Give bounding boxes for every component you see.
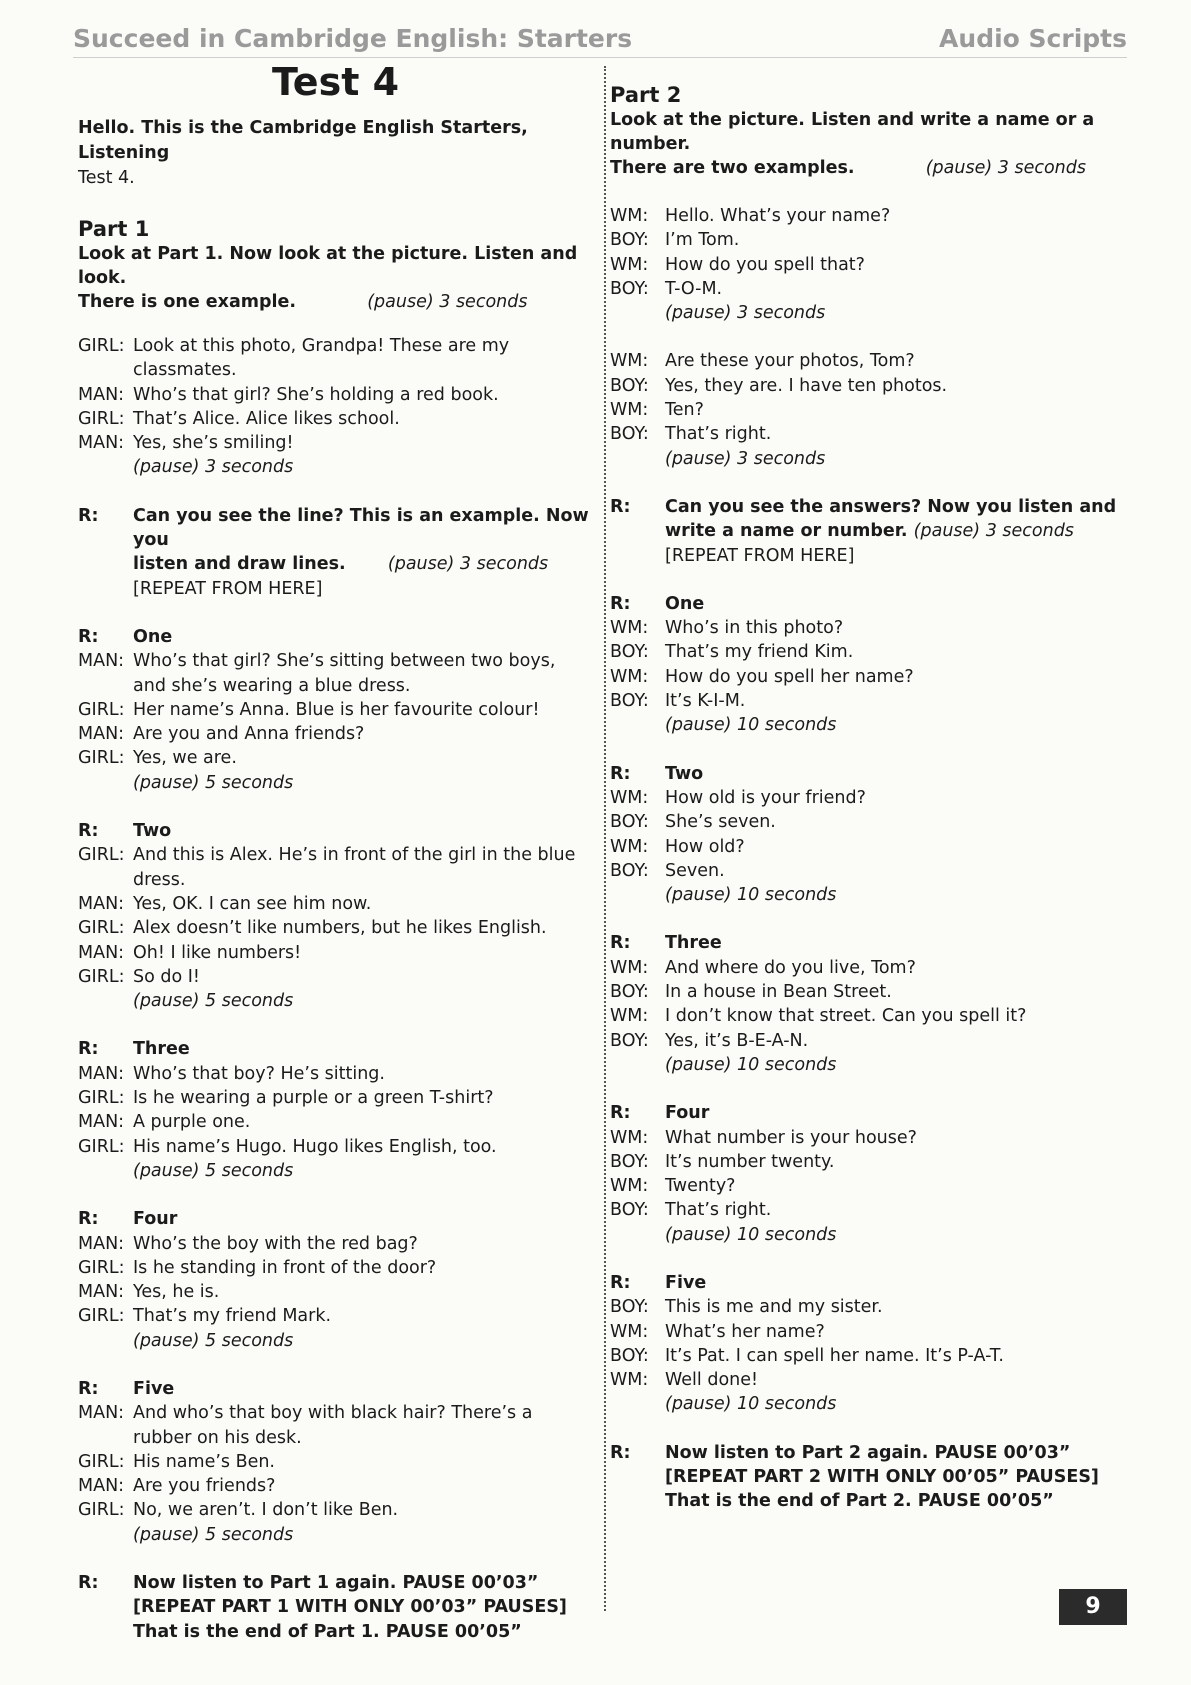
dialogue-line <box>610 253 1130 277</box>
dialogue-text: Who’s that girl? She’s sitting between two boys, and she’s wearing a blue dress. <box>133 651 556 696</box>
dialogue-line <box>610 1126 1130 1150</box>
part1-example <box>78 334 593 480</box>
speaker: WM: <box>610 618 649 639</box>
dialogue-line <box>78 649 593 698</box>
speaker: MAN: <box>78 893 125 914</box>
question-number: One <box>665 593 705 614</box>
dialogue-text: His name’s Ben. <box>133 1451 275 1472</box>
speaker: WM: <box>610 1176 649 1197</box>
speaker: BOY: <box>610 230 649 251</box>
left-column <box>78 60 593 1644</box>
dialogue-text: How do you spell her name? <box>665 666 914 687</box>
speaker: R: <box>610 1442 631 1463</box>
speaker: BOY: <box>610 1030 649 1051</box>
speaker: BOY: <box>610 1297 649 1318</box>
dialogue-line <box>78 892 593 916</box>
dialogue-line <box>78 1135 593 1159</box>
dialogue-line <box>78 941 593 965</box>
dialogue-line <box>610 1174 1130 1198</box>
dialogue-text: And who’s that boy with black hair? There’s a rubber on his desk. <box>133 1403 533 1448</box>
end-line: [REPEAT PART 1 WITH ONLY 00’03” PAUSES] <box>133 1597 567 1618</box>
dialogue-text: Ten? <box>665 400 704 421</box>
dialogue-line <box>610 1198 1130 1222</box>
question-heading <box>78 625 593 649</box>
dialogue-line <box>610 1320 1130 1344</box>
dialogue-text: Twenty? <box>665 1176 736 1197</box>
speaker: MAN: <box>78 1063 125 1084</box>
r-pause: (pause) 3 seconds <box>387 554 549 575</box>
dialogue-text: A purple one. <box>133 1112 251 1133</box>
question-number: Five <box>133 1378 175 1399</box>
dialogue-line <box>78 722 593 746</box>
speaker: WM: <box>610 1006 649 1027</box>
dialogue-line <box>78 1110 593 1134</box>
dialogue-text: Her name’s Anna. Blue is her favourite colour! <box>133 699 540 720</box>
speaker: R: <box>610 933 631 954</box>
speaker: R: <box>78 1573 99 1594</box>
dialogue-line <box>78 431 593 455</box>
r-repeat: [REPEAT FROM HERE] <box>665 545 855 566</box>
part2-end <box>610 1441 1130 1514</box>
dialogue-text: She’s seven. <box>665 812 776 833</box>
dialogue-text: T-O-M. <box>665 278 723 299</box>
right-column <box>610 82 1130 1514</box>
book-title: Succeed in Cambridge English: Starters <box>73 24 633 53</box>
speaker: MAN: <box>78 942 125 963</box>
dialogue-text: Who’s in this photo? <box>665 618 844 639</box>
dialogue-text: Yes, we are. <box>133 748 237 769</box>
pause-line: (pause) 10 seconds <box>665 885 837 906</box>
dialogue-line <box>78 1232 593 1256</box>
question-block <box>78 1037 593 1183</box>
speaker: MAN: <box>78 724 125 745</box>
r-text: Can you see the answers? Now you listen and <box>665 496 1117 517</box>
speaker: BOY: <box>610 860 649 881</box>
dialogue-line <box>610 616 1130 640</box>
dialogue-text: And this is Alex. He’s in front of the girl in the blue dress. <box>133 845 576 890</box>
speaker: GIRL: <box>78 1451 125 1472</box>
pause-line: (pause) 3 seconds <box>665 448 826 469</box>
dialogue-text: This is me and my sister. <box>665 1297 883 1318</box>
r-repeat: [REPEAT FROM HERE] <box>133 578 323 599</box>
question-block <box>78 625 593 795</box>
dialogue-text: Oh! I like numbers! <box>133 942 302 963</box>
dialogue-text: Is he standing in front of the door? <box>133 1257 437 1278</box>
dialogue-text: Who’s that boy? He’s sitting. <box>133 1063 385 1084</box>
dialogue-line <box>610 1029 1130 1053</box>
dialogue-line <box>610 228 1130 252</box>
dialogue-line <box>610 277 1130 301</box>
speaker: MAN: <box>78 651 125 672</box>
question-heading <box>610 1101 1130 1125</box>
intro <box>78 116 593 191</box>
speaker: GIRL: <box>78 1088 125 1109</box>
dialogue-text: Yes, it’s B-E-A-N. <box>665 1030 809 1051</box>
speaker: GIRL: <box>78 918 125 939</box>
dialogue-line <box>78 504 593 601</box>
section-title: Audio Scripts <box>939 24 1127 53</box>
dialogue-text: How old is your friend? <box>665 787 866 808</box>
question-block <box>610 1271 1130 1417</box>
speaker: BOY: <box>610 982 649 1003</box>
dialogue-line <box>610 349 1130 373</box>
speaker: MAN: <box>78 1233 125 1254</box>
dialogue-line <box>610 1295 1130 1319</box>
dialogue-text: Who’s the boy with the red bag? <box>133 1233 418 1254</box>
dialogue-line <box>78 698 593 722</box>
dialogue-text: I’m Tom. <box>665 230 740 251</box>
question-heading <box>610 1271 1130 1295</box>
dialogue-text: It’s number twenty. <box>665 1151 835 1172</box>
dialogue-text: Are these your photos, Tom? <box>665 351 915 372</box>
speaker: GIRL: <box>78 1257 125 1278</box>
speaker: BOY: <box>610 424 649 445</box>
dialogue-line <box>610 665 1130 689</box>
question-number: Four <box>133 1209 178 1230</box>
part1-instruction <box>78 242 593 314</box>
dialogue-line <box>610 980 1130 1004</box>
dialogue-text: Seven. <box>665 860 725 881</box>
part1-instruction-pause: (pause) 3 seconds <box>367 292 528 312</box>
part1-end <box>78 1571 593 1644</box>
speaker: R: <box>78 1209 99 1230</box>
speaker: WM: <box>610 351 649 372</box>
dialogue-text: Well done! <box>665 1370 759 1391</box>
pause-line: (pause) 5 seconds <box>133 772 294 793</box>
dialogue-line <box>78 1450 593 1474</box>
speaker: R: <box>78 505 99 526</box>
question-heading <box>610 592 1130 616</box>
dialogue-line <box>610 204 1130 228</box>
speaker: MAN: <box>78 384 125 405</box>
dialogue-line <box>78 407 593 431</box>
speaker: MAN: <box>78 1476 125 1497</box>
speaker: BOY: <box>610 691 649 712</box>
dialogue-text: And where do you live, Tom? <box>665 957 916 978</box>
dialogue-line <box>610 398 1130 422</box>
pause-line: (pause) 10 seconds <box>665 715 837 736</box>
dialogue-line <box>78 1304 593 1328</box>
question-number: One <box>133 626 173 647</box>
part2-instruction-text: Look at the picture. Listen and write a name or a number. <box>610 110 1095 154</box>
r-pause: (pause) 3 seconds <box>913 521 1074 542</box>
speaker: GIRL: <box>78 1500 125 1521</box>
speaker: WM: <box>610 400 649 421</box>
dialogue-line <box>610 640 1130 664</box>
speaker: BOY: <box>610 1200 649 1221</box>
speaker: MAN: <box>78 1403 125 1424</box>
question-heading <box>78 1207 593 1231</box>
dialogue-text: Yes, they are. I have ten photos. <box>665 375 948 396</box>
part1-end-text <box>133 1571 593 1644</box>
pause-line: (pause) 10 seconds <box>665 1394 837 1415</box>
dialogue-text: That’s my friend Kim. <box>665 642 854 663</box>
speaker: GIRL: <box>78 336 125 356</box>
pause-line: (pause) 10 seconds <box>665 1224 837 1245</box>
dialogue-text: That’s Alice. Alice likes school. <box>133 408 400 429</box>
dialogue-text: It’s K-I-M. <box>665 691 746 712</box>
speaker: WM: <box>610 957 649 978</box>
end-line: Now listen to Part 1 again. PAUSE 00’03” <box>133 1573 539 1594</box>
dialogue-line <box>78 843 593 892</box>
pause-line: (pause) 5 seconds <box>133 1524 294 1545</box>
speaker: WM: <box>610 1127 649 1148</box>
dialogue-text: Look at this photo, Grandpa! These are my classmates. <box>133 336 510 381</box>
speaker: WM: <box>610 787 649 808</box>
speaker: BOY: <box>610 812 649 833</box>
speaker: GIRL: <box>78 699 125 720</box>
speaker: WM: <box>610 206 649 226</box>
part2-instruction <box>610 108 1130 180</box>
pause-line: (pause) 5 seconds <box>133 991 294 1012</box>
question-heading <box>78 1377 593 1401</box>
question-block <box>610 762 1130 908</box>
speaker: R: <box>78 1378 99 1399</box>
speaker: GIRL: <box>78 966 125 987</box>
question-block <box>78 1207 593 1353</box>
speaker: GIRL: <box>78 1136 125 1157</box>
question-number: Five <box>665 1272 707 1293</box>
dialogue-line <box>610 1368 1130 1392</box>
question-heading <box>610 931 1130 955</box>
dialogue-line <box>78 1062 593 1086</box>
speaker: WM: <box>610 836 649 857</box>
dialogue-text: Are you and Anna friends? <box>133 724 365 745</box>
dialogue-text: Alex doesn’t like numbers, but he likes English. <box>133 918 547 939</box>
speaker: WM: <box>610 666 649 687</box>
dialogue-line <box>78 1401 593 1450</box>
question-block <box>78 1377 593 1547</box>
dialogue-text: How do you spell that? <box>665 254 865 275</box>
dialogue-line <box>78 965 593 989</box>
page-title: Test 4 <box>271 60 400 104</box>
dialogue-text <box>133 504 593 601</box>
dialogue-line <box>610 422 1130 446</box>
dialogue-line <box>610 495 1130 568</box>
part2-instruction-pause: (pause) 3 seconds <box>925 158 1086 178</box>
question-heading <box>78 1037 593 1061</box>
speaker: GIRL: <box>78 408 125 429</box>
speaker: BOY: <box>610 1151 649 1172</box>
dialogue-text: It’s Pat. I can spell her name. It’s P-A-T. <box>665 1345 1004 1366</box>
question-number: Two <box>665 763 704 784</box>
part2-instruction-text2: There are two examples. <box>610 158 855 178</box>
dialogue-text: Who’s that girl? She’s holding a red book. <box>133 384 499 405</box>
speaker: R: <box>610 763 631 784</box>
speaker: MAN: <box>78 1112 125 1133</box>
dialogue-line <box>610 859 1130 883</box>
speaker: GIRL: <box>78 1306 125 1327</box>
dialogue-text: So do I! <box>133 966 200 987</box>
dialogue-text: Is he wearing a purple or a green T-shirt? <box>133 1088 494 1109</box>
dialogue-line <box>610 835 1130 859</box>
part1-r-block <box>78 504 593 601</box>
dialogue-text: What’s her name? <box>665 1321 825 1342</box>
question-heading <box>78 819 593 843</box>
dialogue-line <box>610 1004 1130 1028</box>
dialogue-text: In a house in Bean Street. <box>665 982 892 1003</box>
dialogue-text: Are you friends? <box>133 1476 276 1497</box>
question-block <box>610 592 1130 738</box>
pause-line: (pause) 3 seconds <box>133 457 294 478</box>
dialogue-line <box>78 746 593 770</box>
question-heading <box>610 762 1130 786</box>
part1-instruction-text: Look at Part 1. Now look at the picture. Listen and look. <box>78 244 578 288</box>
speaker: BOY: <box>610 278 649 299</box>
r-text2: listen and draw lines. <box>133 554 346 575</box>
dialogue-text: No, we aren’t. I don’t like Ben. <box>133 1500 399 1521</box>
speaker: R: <box>610 1103 631 1124</box>
dialogue-line <box>610 1150 1130 1174</box>
dialogue-text: That’s my friend Mark. <box>133 1306 332 1327</box>
dialogue-line <box>78 1474 593 1498</box>
speaker: MAN: <box>78 1282 125 1303</box>
speaker: BOY: <box>610 642 649 663</box>
dialogue-line <box>78 334 593 383</box>
part2-end-text <box>665 1441 1130 1514</box>
question-number: Three <box>665 933 722 954</box>
dialogue-line <box>610 810 1130 834</box>
speaker: R: <box>78 1039 99 1060</box>
dialogue-line <box>610 689 1130 713</box>
part1-heading: Part 1 <box>78 217 150 241</box>
pause-line: (pause) 10 seconds <box>665 1054 837 1075</box>
pause-line: (pause) 5 seconds <box>133 1160 294 1181</box>
intro-text: Hello. This is the Cambridge English Starters, Listening <box>78 118 528 163</box>
r-text2: write a name or number. <box>665 521 908 542</box>
part2-example2 <box>610 349 1130 470</box>
dialogue-line <box>610 374 1130 398</box>
part2-heading: Part 2 <box>610 83 682 107</box>
intro-text-rest: Test 4. <box>78 168 135 188</box>
dialogue-text: Yes, she’s smiling! <box>133 433 294 454</box>
dialogue-text: That’s right. <box>665 424 772 445</box>
part1-instruction-text2: There is one example. <box>78 292 297 312</box>
dialogue-line <box>78 1256 593 1280</box>
dialogue-text: His name’s Hugo. Hugo likes English, too. <box>133 1136 497 1157</box>
question-block <box>78 819 593 1013</box>
dialogue-line <box>78 1498 593 1522</box>
dialogue-line <box>610 786 1130 810</box>
dialogue-text: How old? <box>665 836 745 857</box>
speaker: BOY: <box>610 1345 649 1366</box>
r-text: Can you see the line? This is an example. Now you <box>133 505 589 551</box>
speaker: R: <box>610 496 631 517</box>
column-divider <box>604 66 606 1611</box>
dialogue-text <box>665 495 1130 568</box>
header-rule <box>73 57 1127 58</box>
question-block <box>610 931 1130 1077</box>
dialogue-text: Yes, he is. <box>133 1282 220 1303</box>
question-number: Two <box>133 821 172 842</box>
end-line: That is the end of Part 1. PAUSE 00’05” <box>133 1621 522 1642</box>
speaker: R: <box>610 1272 631 1293</box>
part2-r-block <box>610 495 1130 568</box>
end-line: [REPEAT PART 2 WITH ONLY 00’05” PAUSES] <box>665 1467 1099 1488</box>
part2-example1 <box>610 204 1130 325</box>
end-line: That is the end of Part 2. PAUSE 00’05” <box>665 1491 1054 1512</box>
speaker: R: <box>78 626 99 647</box>
dialogue-line <box>610 1344 1130 1368</box>
end-line: Now listen to Part 2 again. PAUSE 00’03” <box>665 1442 1071 1463</box>
pause-line: (pause) 3 seconds <box>665 303 826 324</box>
speaker: WM: <box>610 254 649 275</box>
speaker: WM: <box>610 1370 649 1391</box>
question-number: Four <box>665 1103 710 1124</box>
speaker: R: <box>610 593 631 614</box>
dialogue-text: Yes, OK. I can see him now. <box>133 893 372 914</box>
speaker: GIRL: <box>78 748 125 769</box>
pause-line: (pause) 5 seconds <box>133 1330 294 1351</box>
dialogue-text: I don’t know that street. Can you spell it? <box>665 1006 1027 1027</box>
dialogue-line <box>610 956 1130 980</box>
question-block <box>610 1101 1130 1247</box>
dialogue-line <box>78 1280 593 1304</box>
dialogue-line <box>78 916 593 940</box>
speaker: GIRL: <box>78 845 125 866</box>
speaker: MAN: <box>78 433 125 454</box>
dialogue-text: What number is your house? <box>665 1127 917 1148</box>
question-number: Three <box>133 1039 190 1060</box>
dialogue-line <box>78 383 593 407</box>
dialogue-text: That’s right. <box>665 1200 772 1221</box>
page-number: 9 <box>1059 1589 1127 1625</box>
speaker: R: <box>78 821 99 842</box>
speaker: BOY: <box>610 375 649 396</box>
dialogue-line <box>78 1086 593 1110</box>
speaker: WM: <box>610 1321 649 1342</box>
dialogue-text: Hello. What’s your name? <box>665 206 891 226</box>
